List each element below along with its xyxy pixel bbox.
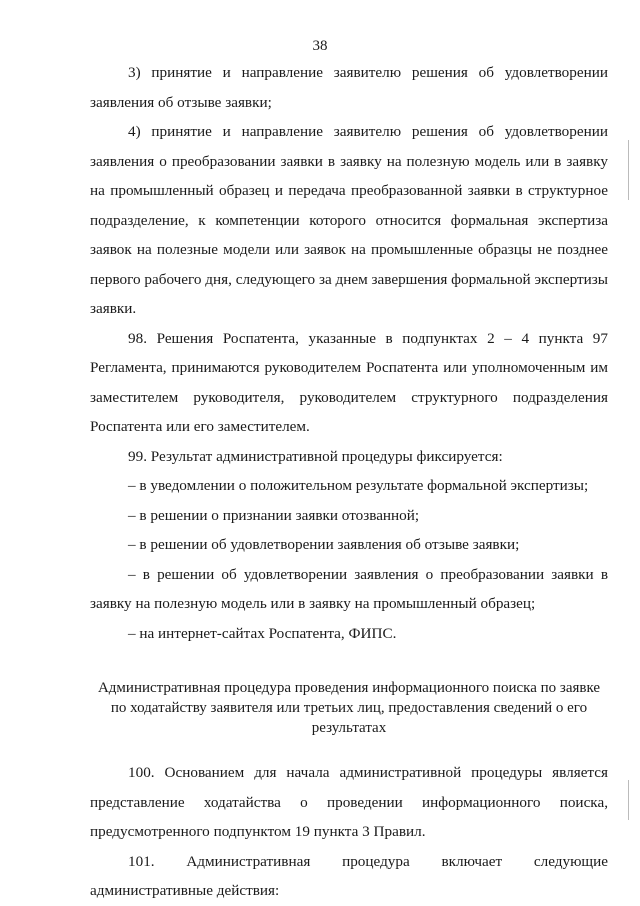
list-item-notification: – в уведомлении о положительном результате формальной экспертизы; [128,477,589,494]
scan-edge-mark [628,140,629,200]
list-item-websites: – на интернет-сайтах Роспатента, ФИПС. [128,624,397,642]
paragraph-101: 101. Административная процедура включает следующие административные действия: [90,852,608,899]
list-item-withdrawal-request: – в решении об удовлетворении заявления об отзыве заявки; [128,536,520,553]
list-item-conversion: – в решении об удовлетворении заявления о преобразовании заявки в заявку на полезную модель или в заявку на промышленный образец; [90,565,608,612]
paragraph-99: 99. Результат административной процедуры фиксируется: [128,447,503,465]
page-number: 38 [312,38,328,54]
scan-edge-mark [628,780,629,820]
paragraph-item-3: 3) принятие и направление заявителю решения об удовлетворении заявления об отзыве заявки; [90,64,608,111]
paragraph-100: 100. Основанием для начала административной процедуры является представление ходатайства о проведении информационного поиска, предусмотренного подпунктом 19 пункта 3 Правил. [90,764,608,840]
paragraph-98: 98. Решения Роспатента, указанные в подпунктах 2 – 4 пункта 97 Регламента, принимаются руководителем Роспатента или уполномоченным им заместителем руководителя, руководителем структурного подразделения Роспатента или его заместителем. [90,329,608,435]
paragraph-item-4: 4) принятие и направление заявителю решения об удовлетворении заявления о преобразовании заявки в заявку на полезную модель или в заявку на промышленный образец и передача преобразованной заявки в структурное подразделение, к компетенции которого относится формальная экспертиза заявок на полезные модели или заявок на промышленные образцы не позднее первого рабочего дня, следующего за днем завершения формальной экспертизы заявки. [90,123,608,317]
list-item-withdrawal-decision: – в решении о признании заявки отозванной; [128,506,420,524]
document-body [90,58,608,906]
section-heading: Административная процедура проведения информационного поиска по заявке по ходатайству заявителя или третьих лиц, предоставления сведений о его результатах [97,680,601,736]
